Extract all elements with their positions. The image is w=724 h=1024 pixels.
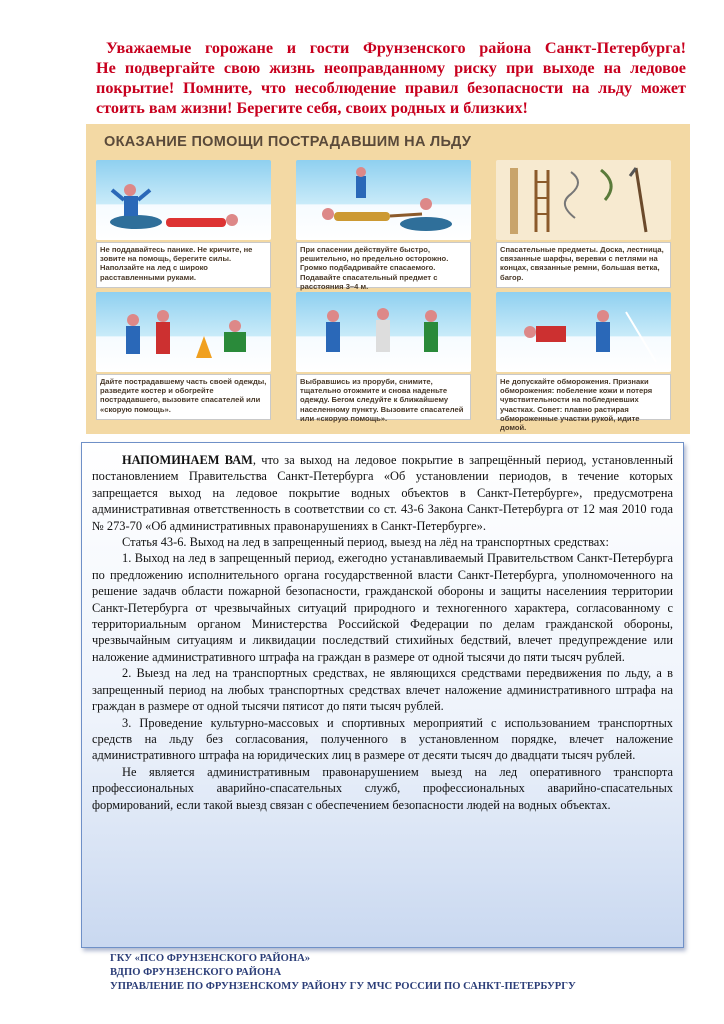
appeal-line-1: Уважаемые горожане и гости Фрунзенского района Санкт-Петербурга! bbox=[106, 39, 686, 57]
rescue-items-illustration bbox=[496, 160, 671, 240]
notice-lead: НАПОМИНАЕМ ВАМ bbox=[122, 453, 253, 467]
notice-p1-text: , что за выход на ледовое покрытие в запрещённый период, установленный постановлением Правительства Санкт-Петербурга «Об установлении периодов, в течение которых запрещается выход на ледовое покрытие водных объектов в Санкт-Петербурге», предусмотрена административная ответственность в соответствии со ст. 43-6 Закона Санкт-Петербурга от 12 мая 2010 года № 273-70 «Об административных правонарушениях в Санкт-Петербурге». bbox=[92, 453, 674, 533]
campfire-illustration bbox=[96, 292, 271, 372]
notice-paragraph-5: 3. Проведение культурно-массовых и спортивных мероприятий с использованием транспортных средств на льду без согласования, полученного в установленном порядке, влечет наложение административного штрафа на юридических лиц в размере от десяти тысяч до двадцати тысяч рублей. bbox=[92, 715, 673, 763]
appeal-line-3: покрытие! Помните, что несоблюдение правил безопасности на льду может bbox=[96, 79, 686, 97]
footer-organizations bbox=[110, 952, 576, 993]
poster-caption-4: Дайте пострадавшему часть своей одежды, разведите костер и обогрейте пострадавшего, вызовите спасателей или «скорую помощь». bbox=[96, 374, 271, 420]
poster-caption-3: Спасательные предметы. Доска, лестница, связанные шарфы, веревки с петлями на концах, связанные ремни, большая ветка, багор. bbox=[496, 242, 671, 288]
poster-caption-5: Выбравшись из проруби, снимите, тщательно отожмите и снова наденьте одежду. Бегом следуйте к ближайшему населенному пункту. Вызовите спасателей или «скорую помощь». bbox=[296, 374, 471, 420]
footer-line-3: УПРАВЛЕНИЕ ПО ФРУНЗЕНСКОМУ РАЙОНУ ГУ МЧС РОССИИ ПО САНКТ-ПЕТЕРБУРГУ bbox=[110, 980, 576, 992]
ice-crawl-illustration bbox=[96, 160, 271, 240]
footer-line-2: ВДПО ФРУНЗЕНСКОГО РАЙОНА bbox=[110, 966, 282, 978]
poster-caption-2: При спасении действуйте быстро, решительно, но предельно осторожно. Громко подбадривайте спасаемого. Подавайте спасательный предмет с расстояния 3–4 м. bbox=[296, 242, 471, 288]
notice-paragraph-4: 2. Выезд на лед на транспортных средствах, не являющихся средствами передвижения по льду, а в запрещенный период на любых транспортных средствах влечет наложение административного штрафа на граждан в размере от одной тысячи пятисот до пяти тысяч рублей. bbox=[92, 666, 673, 714]
appeal-header bbox=[96, 38, 686, 118]
notice-paragraph-1 bbox=[92, 452, 673, 534]
footer-line-1: ГКУ «ПСО ФРУНЗЕНСКОГО РАЙОНА» bbox=[110, 953, 311, 964]
appeal-line-2: Не подвергайте свою жизнь неоправданному риску при выходе на ледовое bbox=[96, 59, 686, 77]
poster-title: ОКАЗАНИЕ ПОМОЩИ ПОСТРАДАВШИМ НА ЛЬДУ bbox=[104, 134, 472, 150]
notice-paragraph-2: Статья 43-6. Выход на лед в запрещенный период, выезд на лёд на транспортных средствах: bbox=[122, 535, 609, 550]
poster-caption-6: Не допускайте обморожения. Признаки обморожения: побеление кожи и потеря чувствительности на побледневших участках. Совет: плавно растирая обмороженные участки рукой, идите домой. bbox=[496, 374, 671, 420]
appeal-line-4: стоить вам жизни! Берегите себя, своих родных и близких! bbox=[96, 99, 528, 117]
notice-paragraph-3: 1. Выход на лед в запрещенный период, ежегодно устанавливаемый Правительством Санкт-Петербурга по предложению исполнительного органа государственной власти Санкт-Петербурга, уполномоченного на решение задачв области пожарной безопасности, гражданской обороны и защиты населениия территории Санкт-Петербурга от чрезвычайных ситуаций природного и техногенного характера, согласованному с территориальным органом Министерства Российской Федерации по делам гражданской обороны, чрезвычайным ситуациям и ликвидации последствий стихийных бедствий, влечет предупреждение или наложение административного штрафа на граждан в размере от одной тысячи до пяти тысяч рублей. bbox=[92, 551, 673, 664]
ice-rescue-poster bbox=[86, 124, 690, 434]
notice-paragraph-6: Не является административным правонарушением выезд на лед оперативного транспорта профессиональных аварийно-спасательных служб, профессиональных аварийно-спасательных формирований, если такой выезд связан с обеспечением безопасности людей на водных объектах. bbox=[92, 764, 673, 812]
wringing-clothes-illustration bbox=[296, 292, 471, 372]
frostbite-illustration bbox=[496, 292, 671, 372]
poster-caption-1: Не поддавайтесь панике. Не кричите, не зовите на помощь, берегите силы. Наползайте на лед с широко расставленными руками. bbox=[96, 242, 271, 288]
rescuer-illustration bbox=[296, 160, 471, 240]
legal-notice-box bbox=[81, 442, 684, 948]
